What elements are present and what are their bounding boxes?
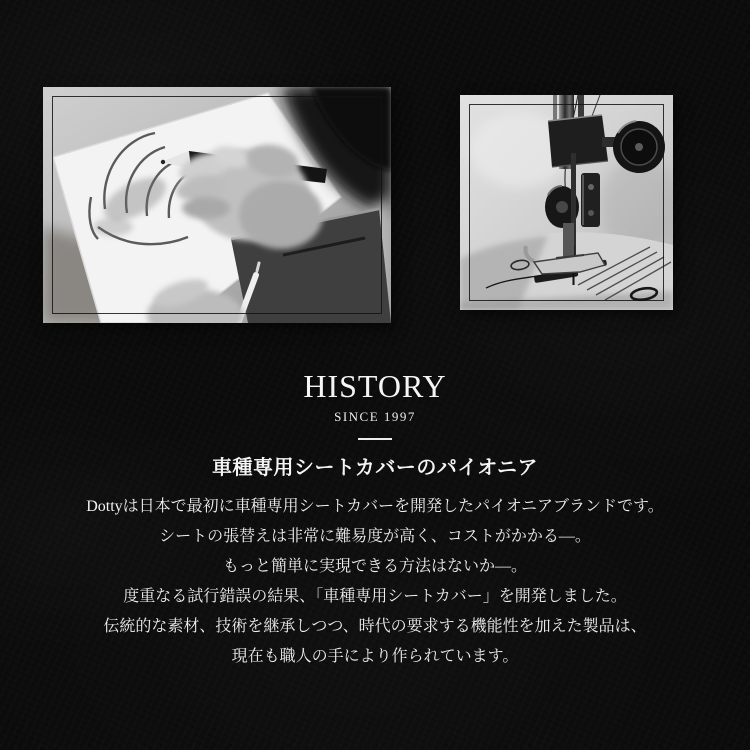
history-body-line: 伝統的な素材、技術を継承しつつ、時代の要求する機能性を加えた製品は、 bbox=[103, 618, 647, 635]
history-body-line: 度重なる試行錯誤の結果、「車種専用シートカバー」を開発しました。 bbox=[123, 588, 627, 605]
history-section bbox=[0, 370, 750, 672]
history-body-line: Dottyは日本で最初に車種専用シートカバーを開発したパイオニアブランドです。 bbox=[86, 498, 664, 515]
sketching-photo bbox=[43, 87, 391, 323]
history-body bbox=[0, 492, 750, 672]
history-subtitle: SINCE 1997 bbox=[334, 409, 416, 424]
history-body-line: 現在も職人の手により作られています。 bbox=[231, 648, 519, 665]
sewing-machine-photo-art bbox=[460, 95, 673, 310]
sewing-machine-photo bbox=[460, 95, 673, 310]
history-body-line: もっと簡単に実現できる方法はないか―。 bbox=[222, 558, 527, 575]
sketching-photo-art bbox=[43, 87, 391, 323]
divider-line bbox=[358, 438, 392, 440]
history-heading: 車種専用シートカバーのパイオニア bbox=[212, 457, 538, 479]
history-body-line: シートの張替えは非常に難易度が高く、コストがかかる―。 bbox=[159, 528, 591, 545]
history-title: HISTORY bbox=[303, 368, 447, 404]
